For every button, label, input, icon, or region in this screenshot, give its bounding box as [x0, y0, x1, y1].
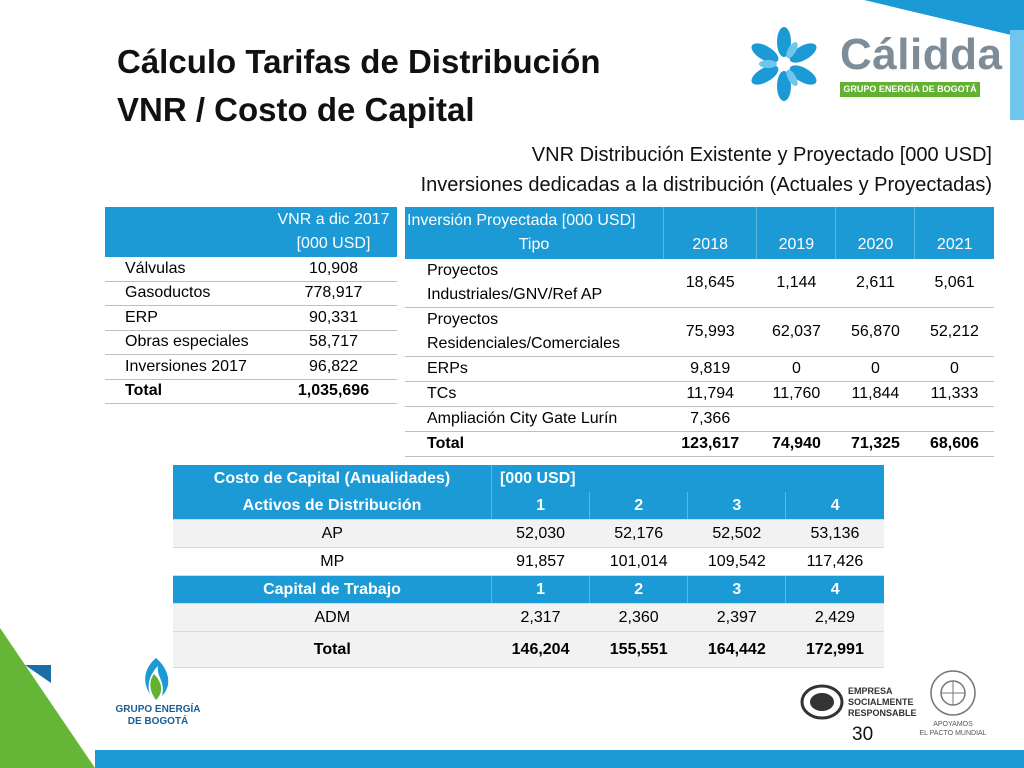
- table-row: [173, 520, 884, 548]
- subtitle-inversiones: Inversiones dedicadas a la distribución (Actuales y Proyectadas): [420, 174, 992, 196]
- row-label: Gasoductos: [105, 281, 270, 306]
- page-number: 30: [852, 724, 874, 745]
- table-row-total: [173, 632, 884, 668]
- row-label: MP: [173, 548, 492, 576]
- cell-value: 71,325: [836, 432, 915, 457]
- row-label: Válvulas: [105, 257, 270, 281]
- slide-title: [117, 38, 600, 134]
- esr-logo-text: [848, 686, 917, 719]
- cell-value: 101,014: [590, 548, 688, 576]
- row-label: TCs: [405, 382, 664, 407]
- row-value: 90,331: [270, 306, 397, 331]
- geb-logo-text: [108, 704, 208, 728]
- cell-value: [757, 407, 836, 432]
- row-label: Obras especiales: [105, 330, 270, 355]
- cell-value: 11,333: [915, 382, 994, 407]
- cell-value: 56,870: [836, 308, 915, 357]
- table-row: [405, 407, 994, 432]
- subtitle-vnr: VNR Distribución Existente y Proyectado [000 USD]: [531, 144, 992, 166]
- row-value: 778,917: [270, 281, 397, 306]
- table-row: [105, 330, 397, 355]
- row-label: [405, 308, 664, 357]
- col-header: 4: [786, 492, 884, 520]
- cell-value: 7,366: [664, 407, 757, 432]
- year-2019-header: 2019: [757, 207, 836, 259]
- esr-logo-l1: EMPRESA: [848, 686, 893, 696]
- esr-logo: [800, 680, 917, 726]
- costo-capital-table: [173, 465, 884, 668]
- esr-logo-l2: SOCIALMENTE: [848, 697, 914, 707]
- cell-value: 0: [915, 357, 994, 382]
- cell-value: 52,212: [915, 308, 994, 357]
- row-label: Total: [405, 432, 664, 457]
- cell-value: 0: [836, 357, 915, 382]
- vnr-header-l2: [000 USD]: [296, 235, 371, 252]
- vnr-table: [105, 207, 397, 404]
- cell-value: 91,857: [492, 548, 590, 576]
- row-label: Inversiones 2017: [105, 355, 270, 380]
- inversion-table-header: [405, 207, 994, 259]
- cell-value: 62,037: [757, 308, 836, 357]
- table-row: [105, 281, 397, 306]
- row-label-l1: Proyectos: [427, 311, 499, 328]
- table-row: [405, 259, 994, 308]
- cell-value: 75,993: [664, 308, 757, 357]
- calidda-logo: [744, 26, 1003, 104]
- global-compact-text: [918, 720, 988, 738]
- costo-capital-header-unit: [000 USD]: [492, 465, 885, 492]
- cell-value: 2,360: [590, 604, 688, 632]
- cell-value: 52,030: [492, 520, 590, 548]
- vnr-table-header: [105, 207, 397, 257]
- cell-value: 53,136: [786, 520, 884, 548]
- table-row: [173, 548, 884, 576]
- cell-value: [836, 407, 915, 432]
- calidda-wordmark: Cálidda: [840, 30, 1003, 79]
- global-compact-logo: [918, 668, 988, 740]
- col-header: 4: [786, 576, 884, 604]
- global-compact-globe-icon: [928, 668, 978, 718]
- cell-value: 0: [757, 357, 836, 382]
- cell-value: 172,991: [786, 632, 884, 668]
- geb-logo-l1: GRUPO ENERGÍA: [115, 704, 201, 715]
- cell-value: 18,645: [664, 259, 757, 308]
- table-row: [105, 257, 397, 281]
- geb-logo: [108, 656, 208, 731]
- table-row: [105, 306, 397, 331]
- row-label-l2: Industriales/GNV/Ref AP: [427, 286, 603, 303]
- row-value: 96,822: [270, 355, 397, 380]
- cell-value: 11,760: [757, 382, 836, 407]
- year-2020-header: 2020: [836, 207, 915, 259]
- cell-value: 11,844: [836, 382, 915, 407]
- calidda-tagline: GRUPO ENERGÍA DE BOGOTÁ: [840, 82, 980, 97]
- cell-value: 1,144: [757, 259, 836, 308]
- cell-value: 123,617: [664, 432, 757, 457]
- cell-value: 146,204: [492, 632, 590, 668]
- row-value: 10,908: [270, 257, 397, 281]
- table-row: [405, 308, 994, 357]
- table-row-total: [105, 379, 397, 404]
- slide-title-line2: VNR / Costo de Capital: [117, 91, 475, 128]
- decorative-right-stripe: [1010, 30, 1024, 120]
- cell-value: 2,317: [492, 604, 590, 632]
- year-2018-header: 2018: [664, 207, 757, 259]
- capital-trabajo-header: [173, 576, 884, 604]
- cell-value: 155,551: [590, 632, 688, 668]
- geb-logo-l2: DE BOGOTÁ: [127, 716, 189, 727]
- cell-value: 2,397: [688, 604, 786, 632]
- decorative-bottom-band: [95, 750, 1024, 768]
- row-label: ERPs: [405, 357, 664, 382]
- row-label: Total: [105, 379, 270, 404]
- col-header: 1: [492, 492, 590, 520]
- inversion-header-l1: Inversión Proyectada [000 USD]: [407, 212, 636, 229]
- cell-value: [915, 407, 994, 432]
- geb-flame-icon: [136, 656, 176, 702]
- decorative-green-triangle: [0, 628, 95, 768]
- row-label: [405, 259, 664, 308]
- row-value: 58,717: [270, 330, 397, 355]
- global-compact-l2: EL PACTO MUNDIAL: [919, 730, 987, 737]
- cell-value: 2,429: [786, 604, 884, 632]
- costo-capital-header: [173, 465, 884, 492]
- col-header: 3: [688, 492, 786, 520]
- cell-value: 68,606: [915, 432, 994, 457]
- table-row: [105, 355, 397, 380]
- row-label: Ampliación City Gate Lurín: [405, 407, 664, 432]
- table-row: [405, 382, 994, 407]
- calidda-flower-icon: [744, 26, 824, 104]
- costo-capital-header-title: Costo de Capital (Anualidades): [173, 465, 492, 492]
- cell-value: 2,611: [836, 259, 915, 308]
- inversion-header-tipo: [405, 207, 664, 259]
- row-label-l1: Proyectos: [427, 262, 499, 279]
- inversion-header-l2: Tipo: [518, 236, 550, 253]
- table-row: [173, 604, 884, 632]
- cell-value: 5,061: [915, 259, 994, 308]
- vnr-header-value: [270, 207, 397, 257]
- esr-logo-l3: RESPONSABLE: [848, 708, 917, 718]
- row-label: AP: [173, 520, 492, 548]
- vnr-header-l1: VNR a dic 2017: [277, 211, 390, 228]
- table-row-total: [405, 432, 994, 457]
- activos-header-title: Activos de Distribución: [173, 492, 492, 520]
- row-label: ERP: [105, 306, 270, 331]
- slide-title-line1: Cálculo Tarifas de Distribución: [117, 43, 601, 80]
- vnr-header-blank: [105, 207, 270, 257]
- capital-trabajo-title: Capital de Trabajo: [173, 576, 492, 604]
- col-header: 1: [492, 576, 590, 604]
- cell-value: 52,502: [688, 520, 786, 548]
- cell-value: 11,794: [664, 382, 757, 407]
- row-label: ADM: [173, 604, 492, 632]
- inversion-table: [405, 207, 994, 457]
- row-label: Total: [173, 632, 492, 668]
- col-header: 3: [688, 576, 786, 604]
- cell-value: 52,176: [590, 520, 688, 548]
- activos-header: [173, 492, 884, 520]
- cell-value: 109,542: [688, 548, 786, 576]
- row-value: 1,035,696: [270, 379, 397, 404]
- table-row: [405, 357, 994, 382]
- col-header: 2: [590, 492, 688, 520]
- cell-value: 9,819: [664, 357, 757, 382]
- esr-badge-icon: [800, 682, 844, 722]
- col-header: 2: [590, 576, 688, 604]
- cell-value: 74,940: [757, 432, 836, 457]
- cell-value: 164,442: [688, 632, 786, 668]
- global-compact-l1: APOYAMOS: [933, 721, 973, 728]
- year-2021-header: 2021: [915, 207, 994, 259]
- cell-value: 117,426: [786, 548, 884, 576]
- row-label-l2: Residenciales/Comerciales: [427, 335, 620, 352]
